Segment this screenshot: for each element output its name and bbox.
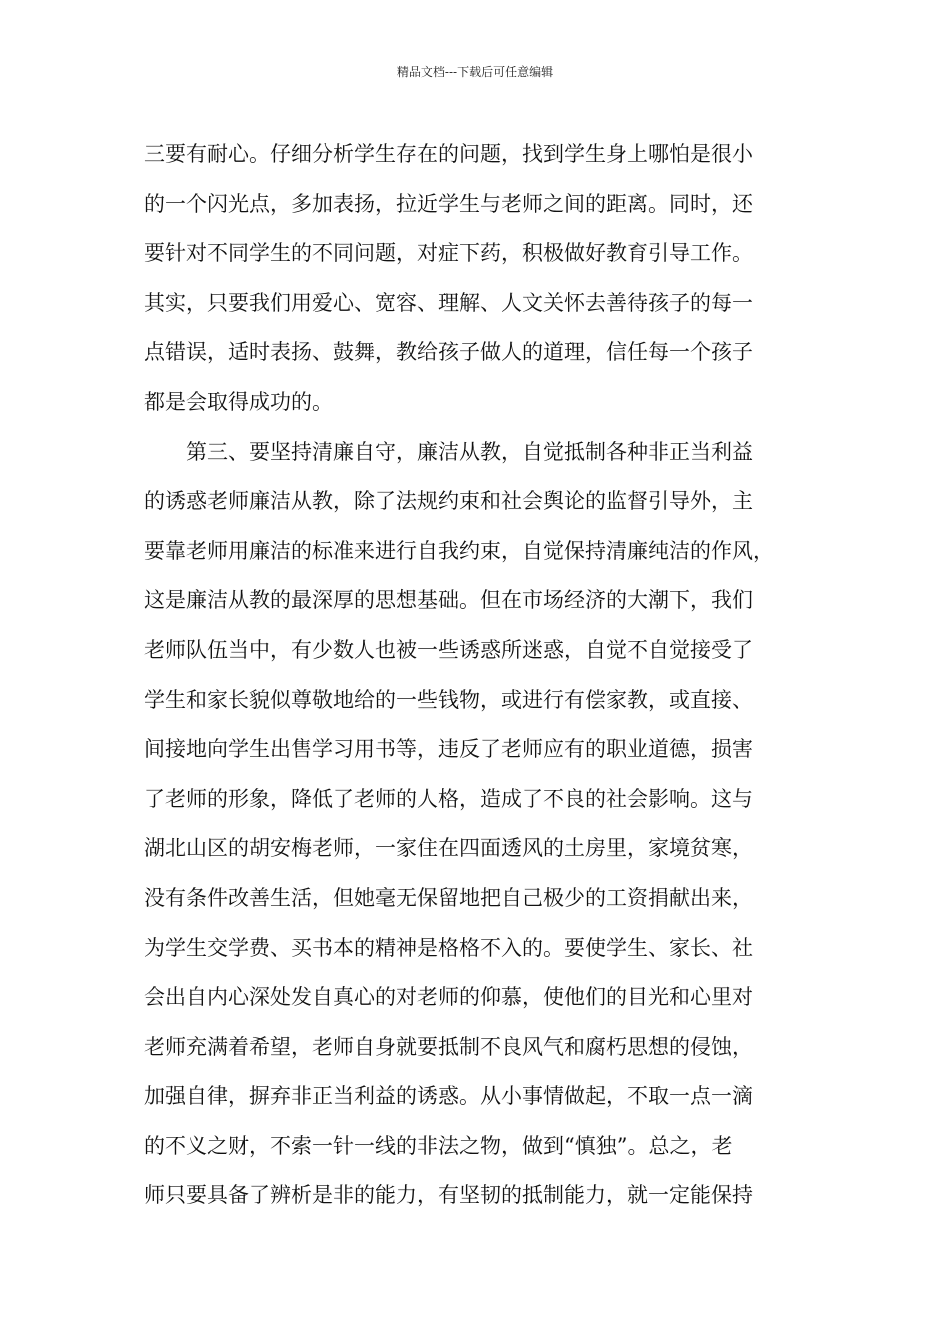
text-line: 为学生交学费、买书本的精神是格格不入的。要使学生、家长、社 [144,935,753,960]
text-line: 的诱惑老师廉洁从教，除了法规约束和社会舆论的监督引导外，主 [144,489,753,514]
text-line: 间接地向学生出售学习用书等，违反了老师应有的职业道德，损害 [144,737,753,762]
text-line: 老师充满着希望，老师自身就要抵制不良风气和腐朽思想的侵蚀， [144,1034,753,1059]
text-line: 老师队伍当中，有少数人也被一些诱惑所迷惑，自觉不自觉接受了 [144,637,753,662]
text-line: 第三、要坚持清廉自守，廉洁从教，自觉抵制各种非正当利益 [144,439,753,464]
text-line: 湖北山区的胡安梅老师，一家住在四面透风的土房里，家境贫寒， [144,836,753,861]
text-line: 师只要具备了辨析是非的能力，有坚韧的抵制能力，就一定能保持 [144,1183,753,1208]
text-line: 这是廉洁从教的最深厚的思想基础。但在市场经济的大潮下，我们 [144,588,753,613]
text-line: 都是会取得成功的。 [144,389,333,414]
text-line: 三要有耐心。仔细分析学生存在的问题，找到学生身上哪怕是很小 [144,142,753,166]
text-line: 其实，只要我们用爱心、宽容、理解、人文关怀去善待孩子的每一 [144,290,753,315]
text-line: 的一个闪光点，多加表扬，拉近学生与老师之间的距离。同时，还 [144,191,753,216]
text-line: 的不义之财，不索一针一线的非法之物，做到“慎独”。总之，老 [144,1133,733,1158]
text-line: 没有条件改善生活，但她毫无保留地把自己极少的工资捐献出来， [144,885,753,910]
text-line: 点错误，适时表扬、鼓舞，教给孩子做人的道理，信任每一个孩子 [144,340,753,365]
document-body [144,130,814,1221]
text-line: 加强自律，摒弃非正当利益的诱惑。从小事情做起，不取一点一滴 [144,1084,753,1109]
text-line: 会出自内心深处发自真心的对老师的仰慕，使他们的目光和心里对 [144,985,753,1010]
text-line: 要针对不同学生的不同问题，对症下药，积极做好教育引导工作。 [144,241,753,266]
text-line: 学生和家长貌似尊敬地给的一些钱物，或进行有偿家教，或直接、 [144,687,753,712]
text-line: 要靠老师用廉洁的标准来进行自我约束，自觉保持清廉纯洁的作风， [144,538,774,563]
text-line: 了老师的形象，降低了老师的人格，造成了不良的社会影响。这与 [144,786,753,811]
page-header: 精品文档---下载后可任意编辑 [396,65,554,79]
